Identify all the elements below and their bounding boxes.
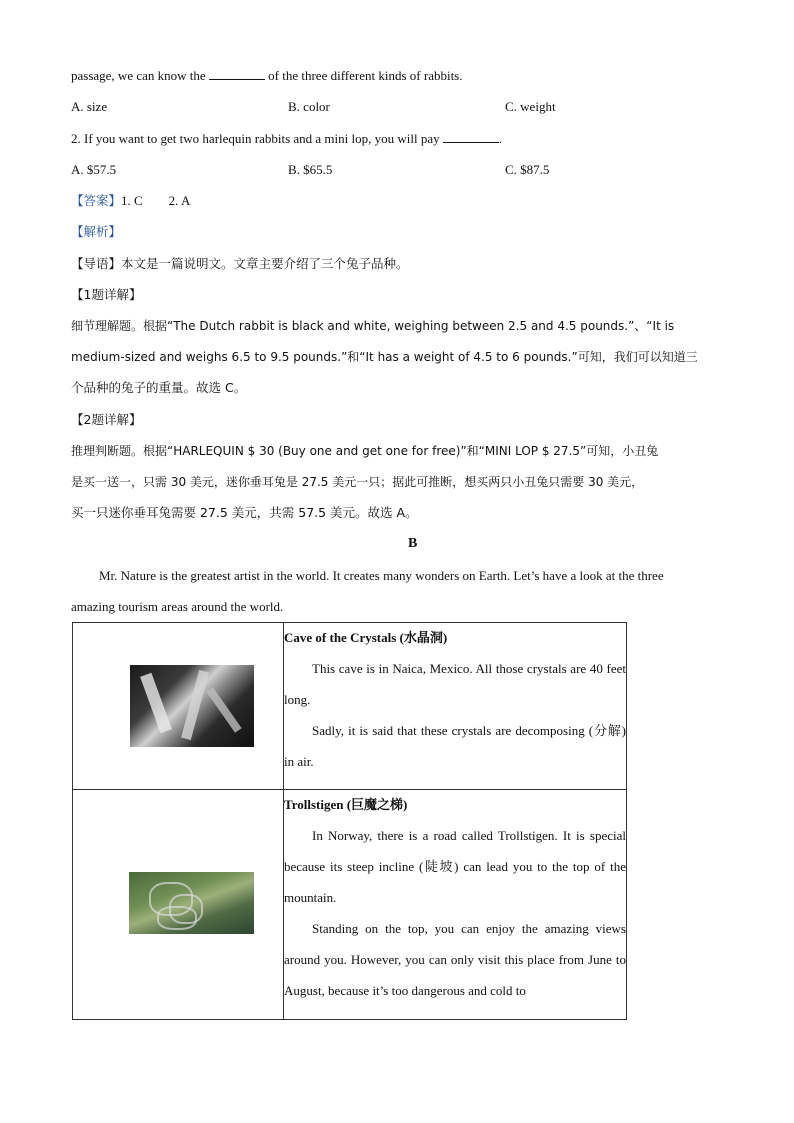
answer-label: 【答案】 — [71, 193, 122, 208]
table-row — [73, 790, 627, 1020]
image-cell — [73, 623, 284, 790]
guide-line — [71, 255, 409, 273]
answer-line — [71, 192, 190, 210]
place-paragraph: Standing on the top, you can enjoy the amazing views around you. However, you can only visit this place from June to August, because it’s too dangerous and cold to — [284, 921, 626, 998]
answer-blank — [443, 130, 499, 143]
detail1-line3: 个品种的兔子的重量。故选 C。 — [71, 380, 247, 395]
place-paragraph: This cave is in Naica, Mexico. All those crystals are 40 feet long. — [284, 661, 626, 707]
q1-option-c: C. weight — [505, 99, 556, 114]
detail2-line2: 是买一送一，只需 30 美元，迷你垂耳兔是 27.5 美元一只；据此可推断，想买两只小丑兔只需要 30 美元， — [71, 475, 644, 489]
image-cell — [73, 790, 284, 1020]
q1-stem-before: passage, we can know the — [71, 68, 206, 83]
q2-stem-before: 2. If you want to get two harlequin rabbits and a mini lop, you will pay — [71, 131, 440, 146]
place-paragraph: In Norway, there is a road called Trollstigen. It is special because its steep incline (陡坡) can lead you to the top of the mountain. — [284, 828, 626, 905]
place-paragraph: Sadly, it is said that these crystals are decomposing (分解) in air. — [284, 723, 626, 769]
q1-option-b: B. color — [288, 99, 330, 114]
q2-option-a: A. $57.5 — [71, 162, 117, 177]
mountain-road-photo — [129, 872, 254, 934]
answer-blank — [209, 67, 265, 80]
crystal-cave-photo — [130, 665, 254, 747]
detail2-line1: 推理判断题。根据“HARLEQUIN $ 30 (Buy one and get one for free)”和“MINI LOP $ 27.5”可知，小丑兔 — [71, 444, 659, 458]
place-title: Cave of the Crystals (水晶洞) — [284, 630, 448, 645]
guide-label: 【导语】 — [71, 256, 122, 271]
section-intro-line2: amazing tourism areas around the world. — [71, 599, 284, 614]
q2-option-b: B. $65.5 — [288, 162, 333, 177]
detail2-line3: 买一只迷你垂耳兔需要 27.5 美元，共需 57.5 美元。故选 A。 — [71, 505, 418, 520]
detail1-line1: 细节理解题。根据“The Dutch rabbit is black and white, weighing between 2.5 and 4.5 pounds.”、“It is — [71, 319, 675, 333]
text-cell — [284, 790, 627, 1020]
q1-option-a: A. size — [71, 99, 108, 114]
q2-stem-after: . — [498, 131, 503, 146]
q1-stem — [71, 67, 463, 85]
table-row — [73, 623, 627, 790]
analysis-label: 【解析】 — [71, 224, 122, 239]
detail2-label: 【2题详解】 — [71, 412, 142, 427]
q2-stem — [71, 130, 502, 148]
place-title: Trollstigen (巨魔之梯) — [284, 797, 408, 812]
detail1-label: 【1题详解】 — [71, 287, 142, 302]
section-heading: B — [408, 536, 418, 551]
guide-text: 本文是一篇说明文。文章主要介绍了三个兔子品种。 — [121, 256, 409, 271]
q1-stem-after: of the three different kinds of rabbits. — [268, 68, 463, 83]
section-intro-line1: Mr. Nature is the greatest artist in the world. It creates many wonders on Earth. Let’s have a look at the three — [99, 568, 664, 583]
detail1-line2: medium-sized and weighs 6.5 to 9.5 pounds.”和“It has a weight of 4.5 to 6 pounds.”可知，我们可以知道三 — [71, 350, 698, 364]
tourism-table — [72, 622, 627, 1020]
answer-text: 1. C 2. A — [121, 193, 191, 208]
q2-option-c: C. $87.5 — [505, 162, 550, 177]
text-cell — [284, 623, 627, 790]
